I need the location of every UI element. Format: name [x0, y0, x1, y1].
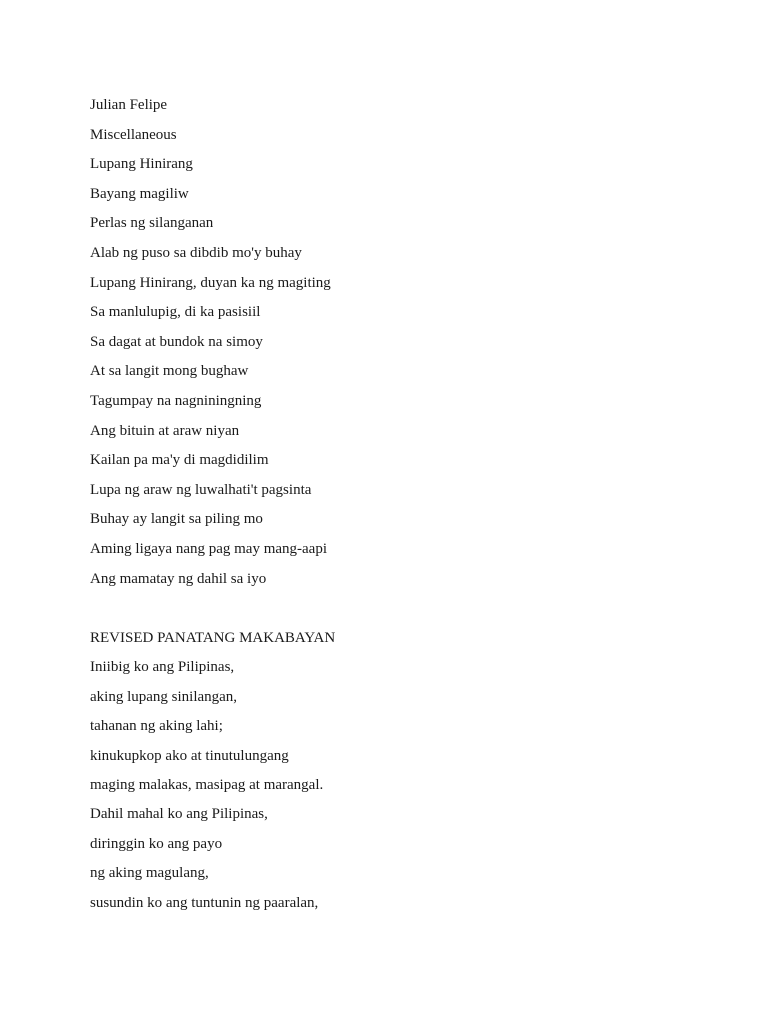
lyric-line: Alab ng puso sa dibdib mo'y buhay — [90, 244, 302, 261]
pledge-line: Iniibig ko ang Pilipinas, — [90, 659, 235, 676]
lyric-line: Kailan pa ma'y di magdidilim — [90, 452, 269, 469]
lyric-line: Bayang magiliw — [90, 185, 189, 202]
pledge-title: REVISED PANATANG MAKABAYAN — [90, 630, 336, 646]
lyric-line: Buhay ay langit sa piling mo — [90, 511, 263, 528]
pledge-line: Dahil mahal ko ang Pilipinas, — [90, 806, 268, 823]
lyric-line: Sa dagat at bundok na simoy — [90, 333, 263, 350]
category-line: Miscellaneous — [90, 126, 177, 143]
lyric-line: Ang bituin at araw niyan — [90, 422, 240, 439]
lyric-line: At sa langit mong bughaw — [90, 363, 249, 380]
anthem-lyrics — [90, 91, 730, 594]
lyric-line: Ang mamatay ng dahil sa iyo — [90, 570, 267, 587]
lyric-line: Aming ligaya nang pag may mang-aapi — [90, 540, 328, 557]
lyric-line: Sa manlulupig, di ka pasisiil — [90, 304, 261, 321]
song-title-line: Lupang Hinirang — [90, 156, 193, 173]
pledge-line: kinukupkop ako at tinutulungang — [90, 747, 289, 764]
lyric-line: Perlas ng silanganan — [90, 215, 214, 232]
lyric-line: Lupa ng araw ng luwalhati't pagsinta — [90, 481, 312, 498]
pledge-line: diringgin ko ang payo — [90, 835, 223, 852]
pledge-line: susundin ko ang tuntunin ng paaralan, — [90, 894, 319, 911]
pledge-line: maging malakas, masipag at marangal. — [90, 776, 324, 793]
pledge-line: ng aking magulang, — [90, 865, 209, 882]
composer-line: Julian Felipe — [90, 97, 168, 113]
pledge-line: tahanan ng aking lahi; — [90, 718, 223, 735]
pledge-text — [90, 624, 730, 918]
pledge-line: aking lupang sinilangan, — [90, 688, 238, 705]
lyric-line: Lupang Hinirang, duyan ka ng magiting — [90, 274, 331, 291]
lyric-line: Tagumpay na nagniningning — [90, 392, 262, 409]
